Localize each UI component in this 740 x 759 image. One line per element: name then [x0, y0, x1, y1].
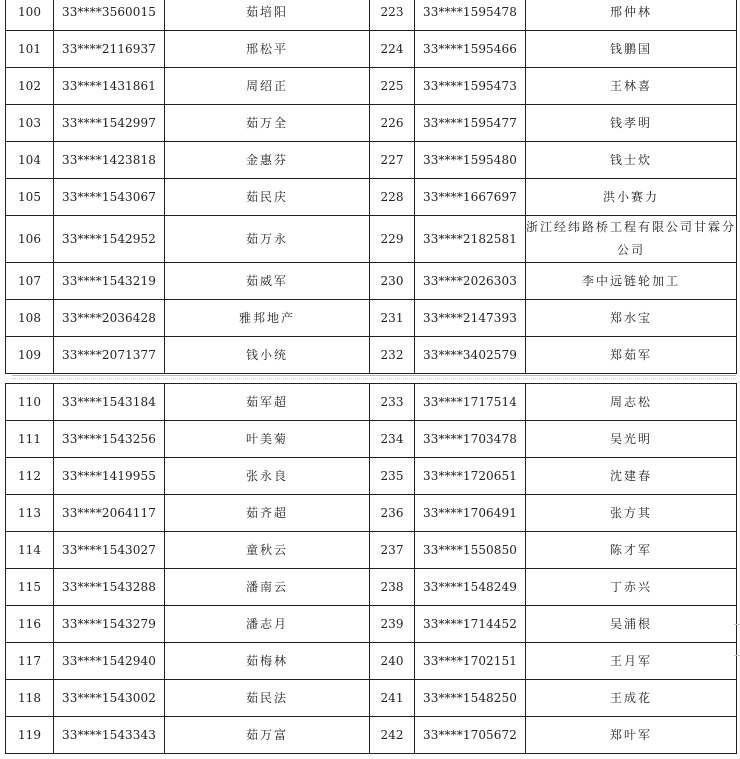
id-number-cell: 33****1714452 — [415, 606, 526, 643]
name-cell: 钱士炊 — [526, 142, 737, 179]
name-cell: 钱孝明 — [526, 105, 737, 142]
name-cell: 潘志月 — [165, 606, 370, 643]
name-cell: 洪小赛力 — [526, 179, 737, 216]
name-cell: 茹万富 — [165, 717, 370, 754]
row-number-cell: 235 — [370, 458, 415, 495]
id-number-cell: 33****1548250 — [415, 680, 526, 717]
margin-mark — [734, 655, 740, 656]
id-number-cell: 33****2026303 — [415, 263, 526, 300]
table-row — [6, 384, 737, 421]
table-row — [6, 569, 737, 606]
row-number-cell: 227 — [370, 142, 415, 179]
name-cell: 郑叶军 — [526, 717, 737, 754]
id-number-cell: 33****1543027 — [54, 532, 165, 569]
id-number-cell: 33****1667697 — [415, 179, 526, 216]
table-row — [6, 458, 737, 495]
id-number-cell: 33****2116937 — [54, 31, 165, 68]
name-cell: 叶美菊 — [165, 421, 370, 458]
id-number-cell: 33****1543343 — [54, 717, 165, 754]
id-number-cell: 33****2071377 — [54, 337, 165, 374]
table-row — [6, 300, 737, 337]
id-number-cell: 33****3560015 — [54, 0, 165, 31]
id-number-cell: 33****1542952 — [54, 216, 165, 263]
page-break — [0, 374, 740, 381]
id-number-cell: 33****1543256 — [54, 421, 165, 458]
name-cell: 吴光明 — [526, 421, 737, 458]
row-number-cell: 107 — [6, 263, 54, 300]
name-cell: 张方其 — [526, 495, 737, 532]
table-body — [6, 0, 737, 374]
name-cell: 茹军超 — [165, 384, 370, 421]
row-number-cell: 102 — [6, 68, 54, 105]
row-number-cell: 106 — [6, 216, 54, 263]
name-cell: 钱小统 — [165, 337, 370, 374]
row-number-cell: 115 — [6, 569, 54, 606]
row-number-cell: 231 — [370, 300, 415, 337]
row-number-cell: 112 — [6, 458, 54, 495]
name-cell: 茹梅林 — [165, 643, 370, 680]
id-number-cell: 33****1595477 — [415, 105, 526, 142]
name-cell: 邢仲林 — [526, 0, 737, 31]
page-break-line — [12, 378, 736, 379]
row-number-cell: 241 — [370, 680, 415, 717]
name-cell: 吴浦根 — [526, 606, 737, 643]
registry-table-page-2 — [5, 383, 737, 754]
id-number-cell: 33****1548249 — [415, 569, 526, 606]
id-number-cell: 33****1717514 — [415, 384, 526, 421]
row-number-cell: 103 — [6, 105, 54, 142]
row-number-cell: 228 — [370, 179, 415, 216]
registry-table-page-1 — [5, 0, 737, 374]
id-number-cell: 33****1595478 — [415, 0, 526, 31]
id-number-cell: 33****1543219 — [54, 263, 165, 300]
id-number-cell: 33****2064117 — [54, 495, 165, 532]
row-number-cell: 239 — [370, 606, 415, 643]
name-cell: 丁赤兴 — [526, 569, 737, 606]
name-cell: 王月军 — [526, 643, 737, 680]
table-row — [6, 680, 737, 717]
id-number-cell: 33****1543002 — [54, 680, 165, 717]
name-cell: 陈才军 — [526, 532, 737, 569]
name-cell: 张永良 — [165, 458, 370, 495]
row-number-cell: 109 — [6, 337, 54, 374]
table-row — [6, 68, 737, 105]
table-row — [6, 532, 737, 569]
id-number-cell: 33****1543067 — [54, 179, 165, 216]
id-number-cell: 33****1702151 — [415, 643, 526, 680]
id-number-cell: 33****1431861 — [54, 68, 165, 105]
row-number-cell: 223 — [370, 0, 415, 31]
table-row — [6, 0, 737, 31]
table-row — [6, 31, 737, 68]
row-number-cell: 105 — [6, 179, 54, 216]
name-cell: 茹万全 — [165, 105, 370, 142]
name-cell: 茹民庆 — [165, 179, 370, 216]
name-cell: 李中远链轮加工 — [526, 263, 737, 300]
id-number-cell: 33****1543279 — [54, 606, 165, 643]
id-number-cell: 33****1542940 — [54, 643, 165, 680]
row-number-cell: 111 — [6, 421, 54, 458]
row-number-cell: 100 — [6, 0, 54, 31]
id-number-cell: 33****1543288 — [54, 569, 165, 606]
name-cell: 邢松平 — [165, 31, 370, 68]
row-number-cell: 233 — [370, 384, 415, 421]
row-number-cell: 117 — [6, 643, 54, 680]
table-row — [6, 337, 737, 374]
row-number-cell: 224 — [370, 31, 415, 68]
id-number-cell: 33****1720651 — [415, 458, 526, 495]
row-number-cell: 116 — [6, 606, 54, 643]
id-number-cell: 33****1419955 — [54, 458, 165, 495]
page-break-line — [12, 375, 736, 376]
table-row — [6, 421, 737, 458]
name-cell: 沈建春 — [526, 458, 737, 495]
name-cell: 茹培阳 — [165, 0, 370, 31]
row-number-cell: 225 — [370, 68, 415, 105]
name-cell: 潘南云 — [165, 569, 370, 606]
id-number-cell: 33****2147393 — [415, 300, 526, 337]
table-body — [6, 384, 737, 754]
name-cell: 金惠芬 — [165, 142, 370, 179]
name-cell: 浙江经纬路桥工程有限公司甘霖分公司 — [526, 216, 737, 263]
table-row — [6, 606, 737, 643]
table-row — [6, 142, 737, 179]
id-number-cell: 33****1550850 — [415, 532, 526, 569]
row-number-cell: 113 — [6, 495, 54, 532]
name-cell: 郑茹军 — [526, 337, 737, 374]
name-cell: 雅邦地产 — [165, 300, 370, 337]
name-cell: 王成花 — [526, 680, 737, 717]
name-cell: 茹万永 — [165, 216, 370, 263]
id-number-cell: 33****1595466 — [415, 31, 526, 68]
name-cell: 周绍正 — [165, 68, 370, 105]
row-number-cell: 232 — [370, 337, 415, 374]
name-cell: 郑水宝 — [526, 300, 737, 337]
table-row — [6, 717, 737, 754]
table-row — [6, 216, 737, 263]
table-row — [6, 179, 737, 216]
row-number-cell: 229 — [370, 216, 415, 263]
name-cell: 茹民法 — [165, 680, 370, 717]
name-cell: 茹齐超 — [165, 495, 370, 532]
margin-mark — [734, 624, 740, 625]
name-cell: 童秋云 — [165, 532, 370, 569]
row-number-cell: 110 — [6, 384, 54, 421]
name-cell: 王林喜 — [526, 68, 737, 105]
id-number-cell: 33****3402579 — [415, 337, 526, 374]
name-cell: 茹威军 — [165, 263, 370, 300]
name-cell: 周志松 — [526, 384, 737, 421]
row-number-cell: 234 — [370, 421, 415, 458]
row-number-cell: 119 — [6, 717, 54, 754]
id-number-cell: 33****1543184 — [54, 384, 165, 421]
row-number-cell: 242 — [370, 717, 415, 754]
id-number-cell: 33****1595473 — [415, 68, 526, 105]
id-number-cell: 33****1703478 — [415, 421, 526, 458]
row-number-cell: 240 — [370, 643, 415, 680]
table-row — [6, 643, 737, 680]
row-number-cell: 238 — [370, 569, 415, 606]
id-number-cell: 33****1706491 — [415, 495, 526, 532]
id-number-cell: 33****1705672 — [415, 717, 526, 754]
row-number-cell: 108 — [6, 300, 54, 337]
row-number-cell: 101 — [6, 31, 54, 68]
id-number-cell: 33****2036428 — [54, 300, 165, 337]
id-number-cell: 33****1542997 — [54, 105, 165, 142]
row-number-cell: 118 — [6, 680, 54, 717]
row-number-cell: 236 — [370, 495, 415, 532]
table-row — [6, 263, 737, 300]
row-number-cell: 226 — [370, 105, 415, 142]
row-number-cell: 237 — [370, 532, 415, 569]
id-number-cell: 33****2182581 — [415, 216, 526, 263]
table-row — [6, 105, 737, 142]
row-number-cell: 104 — [6, 142, 54, 179]
id-number-cell: 33****1423818 — [54, 142, 165, 179]
row-number-cell: 114 — [6, 532, 54, 569]
id-number-cell: 33****1595480 — [415, 142, 526, 179]
row-number-cell: 230 — [370, 263, 415, 300]
table-row — [6, 495, 737, 532]
name-cell: 钱鹏国 — [526, 31, 737, 68]
